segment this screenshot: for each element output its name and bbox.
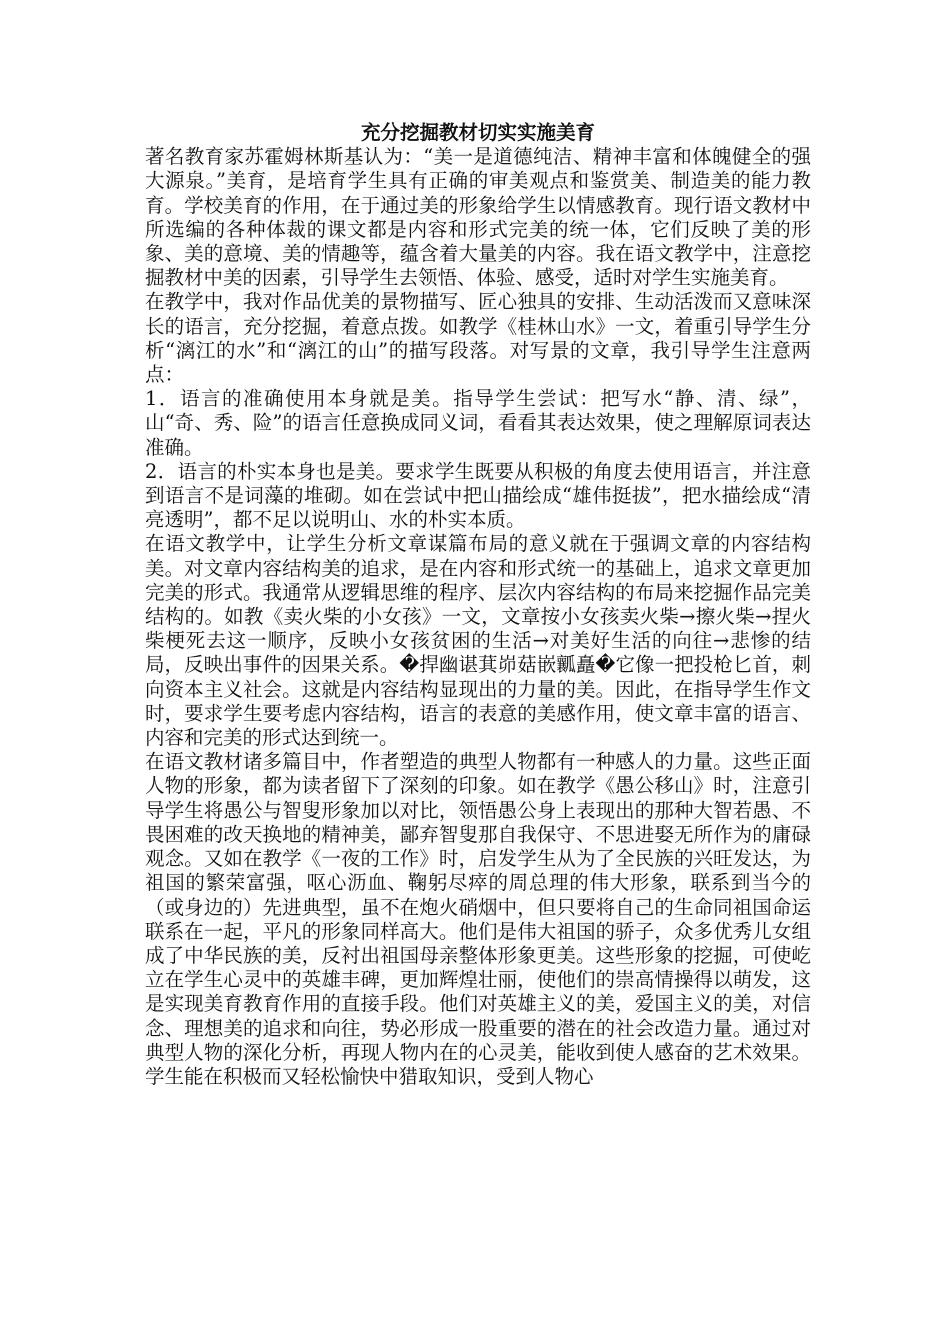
paragraph-point-2: 2．语言的朴实本身也是美。要求学生既要从积极的角度去使用语言，并注意到语言不是词藻的堆砌。如在尝试中把山描绘成“雄伟挺拔”，把水描绘成“清亮透明”，都不足以说明山、水的朴实本质。	[145, 459, 811, 532]
paragraph-point-1: 1．语言的准确使用本身就是美。指导学生尝试：把写水“静、清、绿”，山“奇、秀、险”的语言任意换成同义词，看看其表达效果，使之理解原词表达准确。	[145, 387, 811, 459]
paragraph-intro: 著名教育家苏霍姆林斯基认为：“美一是道德纯洁、精神丰富和体魄健全的强大源泉。”美育，是培育学生具有正确的审美观点和鉴赏美、制造美的能力教育。学校美育的作用，在于通过美的形象给学生以情感教育。现行语文教材中所选编的各种体裁的课文都是内容和形式完美的统一体，它们反映了美的形象、美的意境、美的情趣等，蕴含着大量美的内容。我在语文教学中，注意挖掘教材中美的因素，引导学生去领悟、体验、感受，适时对学生实施美育。	[145, 145, 811, 290]
paragraph-structure: 在语文教学中，让学生分析文章谋篇布局的意义就在于强调文章的内容结构美。对文章内容结构美的追求，是在内容和形式统一的基础上，追求文章更加完美的形式。我通常从逻辑思维的程序、层次内容结构的布局来挖掘作品完美结构的。如教《卖火柴的小女孩》一文，文章按小女孩卖火柴→擦火柴→捏火柴梗死去这一顺序，反映小女孩贫困的生活→对美好生活的向往→悲惨的结局，反映出事件的因果关系。�捍幽谌萁峁菇嵌瓤矗�它像一把投枪匕首，刺向资本主义社会。这就是内容结构显现出的力量的美。因此，在指导学生作文时，要求学生要考虑内容结构，语言的表意的美感作用，使文章丰富的语言、内容和完美的形式达到统一。	[145, 532, 811, 750]
paragraph-scenery: 在教学中，我对作品优美的景物描写、匠心独具的安排、生动活泼而又意味深长的语言，充分挖掘，着意点拨。如教学《桂林山水》一文，着重引导学生分析“漓江的水”和“漓江的山”的描写段落。对写景的文章，我引导学生注意两点：	[145, 290, 811, 387]
document-body	[145, 121, 811, 1089]
paragraph-characters: 在语文教材诸多篇目中，作者塑造的典型人物都有一种感人的力量。这些正面人物的形象，都为读者留下了深刻的印象。如在教学《愚公移山》时，注意引导学生将愚公与智叟形象加以对比，领悟愚公身上表现出的那种大智若愚、不畏困难的改天换地的精神美，鄙弃智叟那自我保守、不思进娶无所作为的庸碌观念。又如在教学《一夜的工作》时，启发学生从为了全民族的兴旺发达，为祖国的繁荣富强，呕心沥血、鞠躬尽瘁的周总理的伟大形象，联系到当今的（或身边的）先进典型，虽不在炮火硝烟中，但只要将自己的生命同祖国命运联系在一起，平凡的形象同样高大。他们是伟大祖国的骄子，众多优秀儿女组成了中华民族的美，反衬出祖国母亲整体形象更美。这些形象的挖掘，可使屹立在学生心灵中的英雄丰碑，更加辉煌壮丽，使他们的崇高情操得以萌发，这是实现美育教育作用的直接手段。他们对英雄主义的美，爱国主义的美，对信念、理想美的追求和向往，势必形成一股重要的潜在的社会改造力量。通过对典型人物的深化分析，再现人物内在的心灵美，能收到使人感奋的艺术效果。学生能在积极而又轻松愉快中猎取知识，受到人物心	[145, 750, 811, 1088]
document-title: 充分挖掘教材切实实施美育	[360, 121, 595, 144]
